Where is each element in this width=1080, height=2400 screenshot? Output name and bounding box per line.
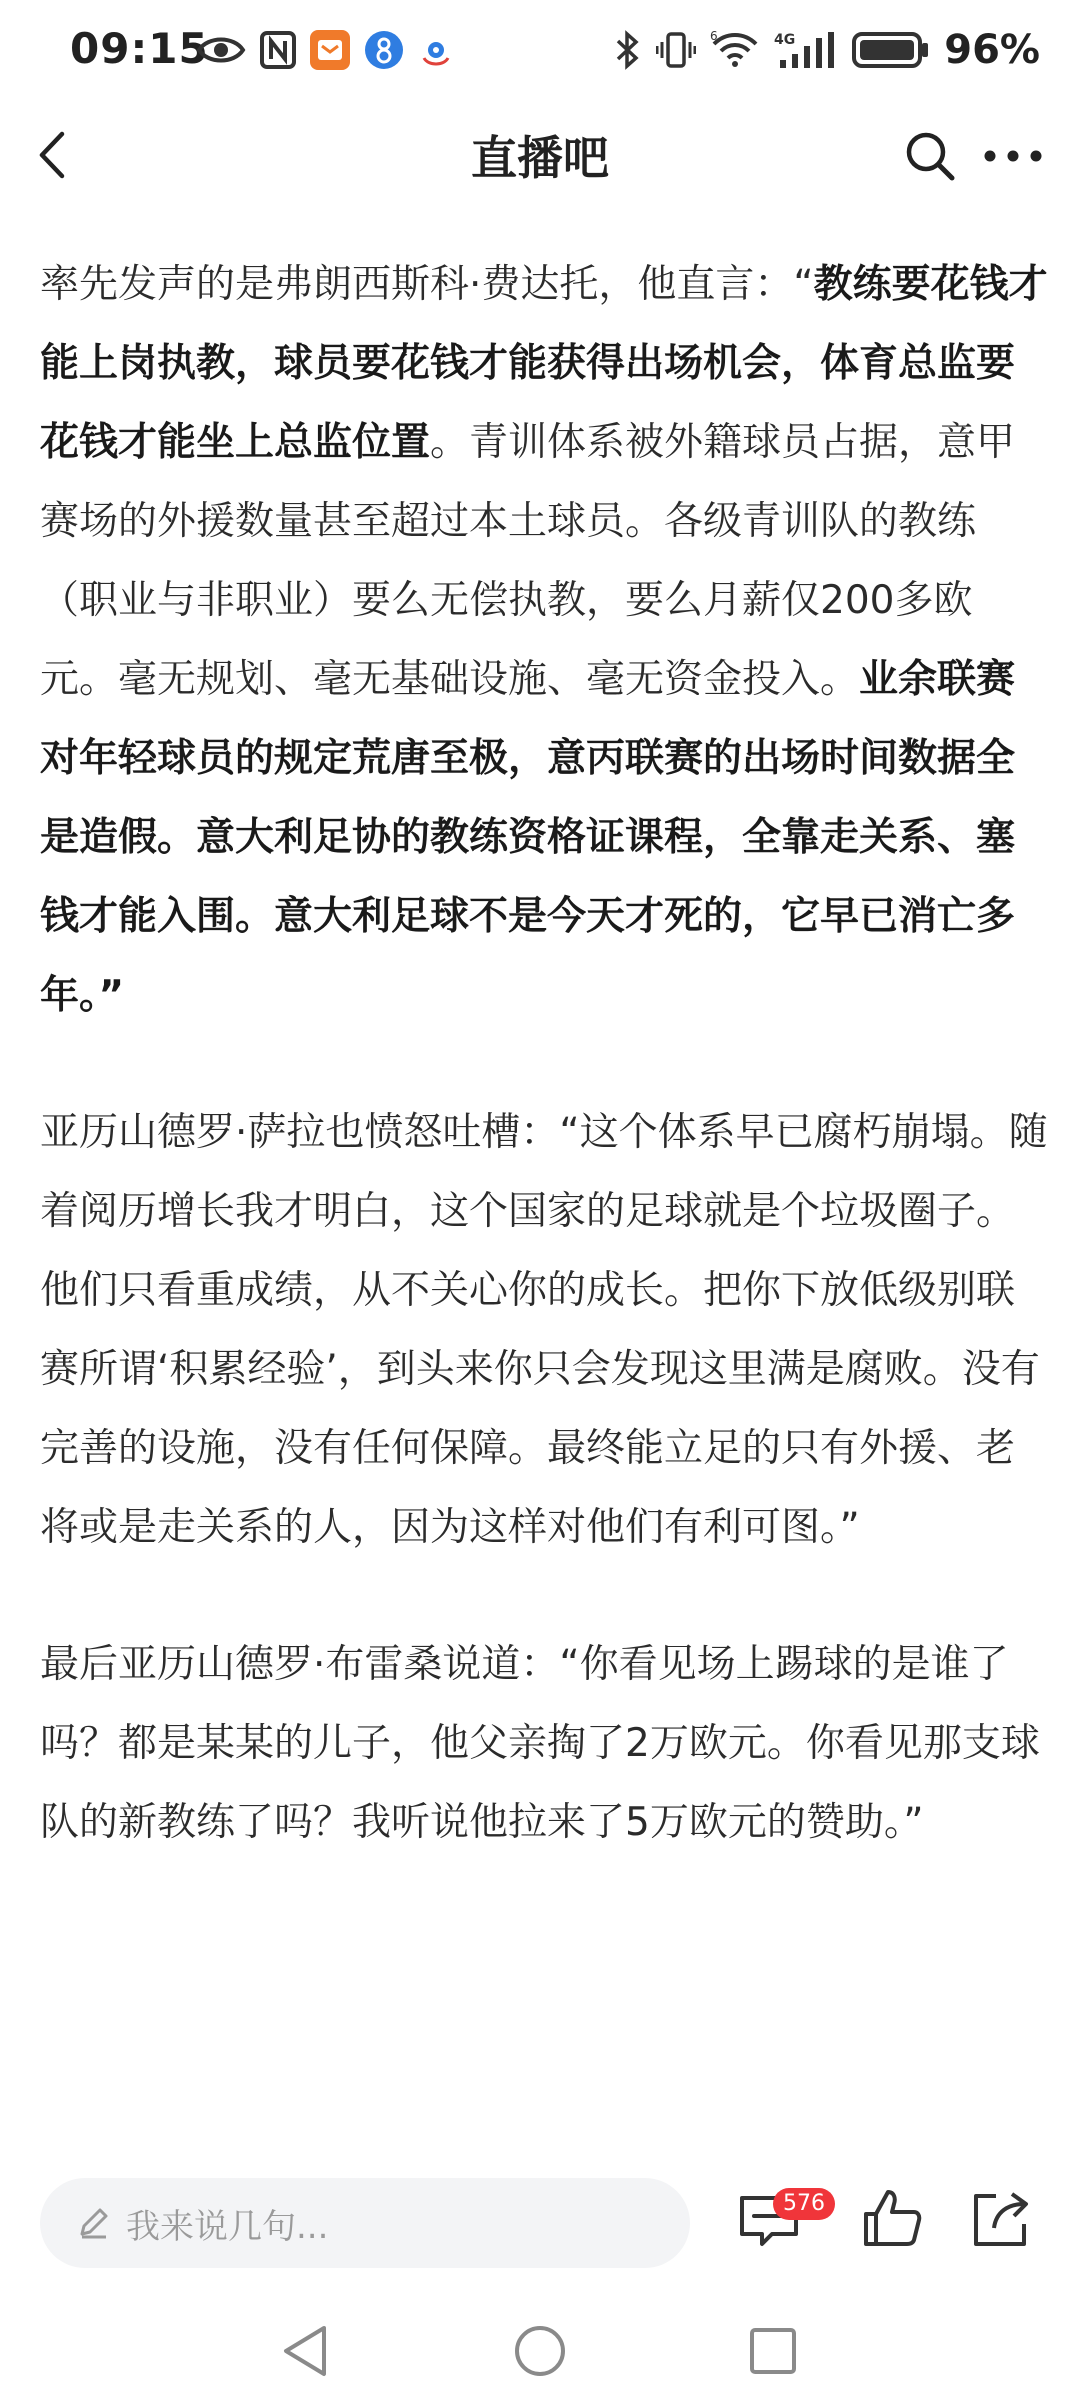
page-title: 直播吧 bbox=[471, 131, 609, 185]
share-icon[interactable] bbox=[968, 2186, 1034, 2252]
article-paragraph-3: 最后亚历山德罗·布雷桑说道：“你看见场上踢球的是谁了吗？都是某某的儿子，他父亲掏了2万欧元。你看见那支球队的新教练了吗？我听说他拉来了5万欧元的赞助。” bbox=[40, 1642, 1040, 1845]
comment-placeholder: 我来说几句... bbox=[126, 2206, 329, 2247]
comment-bar bbox=[0, 2160, 1080, 2290]
thumbs-up-icon[interactable] bbox=[860, 2186, 926, 2252]
paragraph-bold-text: 教练要花钱才能上岗执教，球员要花钱才能获得出场机会，体育总监要花钱才能坐上总监位置 bbox=[40, 262, 1048, 465]
assistant-icon bbox=[418, 32, 454, 68]
svg-text:4G: 4G bbox=[774, 32, 796, 48]
battery-icon bbox=[852, 31, 930, 69]
status-icons-right bbox=[614, 22, 1040, 78]
article-paragraph-1 bbox=[40, 245, 1050, 1035]
paragraph-text: 。青训体系被外籍球员占据，意甲赛场的外援数量甚至超过本土球员。各级青训队的教练（职业与非职业）要么无偿执教，要么月薪仅200多欧元。毫无规划、毫无基础设施、毫无资金投入。 bbox=[40, 420, 1016, 702]
top-nav bbox=[0, 100, 1080, 210]
search-icon[interactable] bbox=[900, 126, 960, 186]
eye-icon bbox=[196, 32, 246, 68]
pencil-icon bbox=[76, 2206, 110, 2240]
status-icons-left bbox=[196, 26, 454, 74]
comment-input[interactable] bbox=[40, 2178, 690, 2268]
status-bar bbox=[0, 0, 1080, 100]
comment-count-badge: 576 bbox=[773, 2188, 835, 2220]
app-notification-icon bbox=[310, 30, 350, 70]
system-nav-bar bbox=[0, 2300, 1080, 2400]
more-icon[interactable] bbox=[978, 126, 1048, 186]
battery-percent: 96% bbox=[944, 27, 1040, 73]
nav-recents-square-icon[interactable] bbox=[738, 2316, 808, 2386]
nfc-icon bbox=[260, 31, 296, 69]
article-paragraph-2: 亚历山德罗·萨拉也愤怒吐槽：“这个体系早已腐朽崩塌。随着阅历增长我才明白，这个国家的足球就是个垃圾圈子。他们只看重成绩，从不关心你的成长。把你下放低级别联赛所谓‘积累经验’，到头来你只会发现这里满是腐败。没有完善的设施，没有任何保障。最终能立足的只有外援、老将或是走关系的人，因为这样对他们有利可图。” bbox=[40, 1110, 1048, 1550]
cellular-signal-icon bbox=[774, 30, 838, 70]
article-body bbox=[40, 245, 1050, 1862]
vibrate-icon bbox=[656, 30, 696, 70]
paragraph-bold-text: 业余联赛对年轻球员的规定荒唐至极，意丙联赛的出场时间数据全是造假。意大利足协的教练资格证课程，全靠走关系、塞钱才能入围。意大利足球不是今天才死的，它早已消亡多年。” bbox=[40, 657, 1016, 1018]
wifi-icon bbox=[710, 30, 760, 70]
bluetooth-icon bbox=[614, 30, 642, 70]
svg-text:6: 6 bbox=[710, 30, 718, 43]
nav-home-circle-icon[interactable] bbox=[505, 2316, 575, 2386]
status-time: 09:15 bbox=[70, 24, 209, 73]
app-8-icon bbox=[364, 30, 404, 70]
paragraph-text: 率先发声的是弗朗西斯科·费达托，他直言：“ bbox=[40, 262, 814, 307]
nav-back-triangle-icon[interactable] bbox=[272, 2316, 342, 2386]
